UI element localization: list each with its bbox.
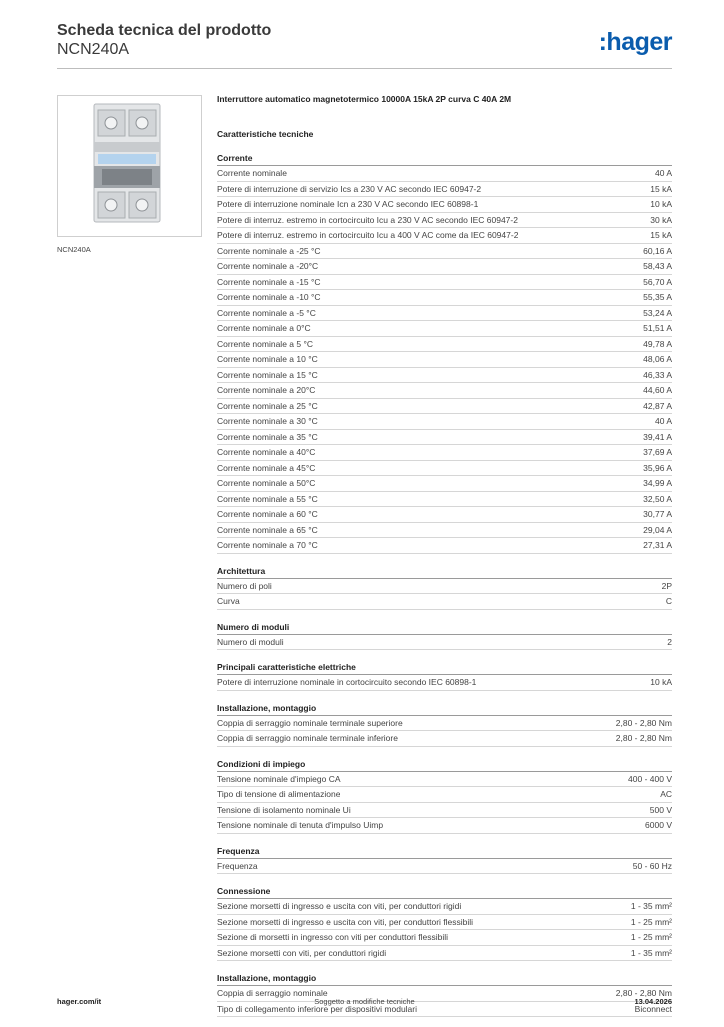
- spec-label: Frequenza: [217, 860, 258, 871]
- spec-label: Corrente nominale a 60 °C: [217, 509, 318, 519]
- spec-content: [217, 92, 672, 1027]
- spec-value: 10 kA: [650, 199, 672, 209]
- spec-row: [217, 321, 672, 337]
- spec-value: 35,96 A: [643, 462, 672, 473]
- spec-label: Potere di interruzione di servizio Ics a 230 V AC secondo IEC 60947-2: [217, 183, 482, 194]
- spec-section: [217, 884, 672, 961]
- spec-value: 10 kA: [650, 677, 672, 687]
- spec-row: [217, 461, 672, 477]
- spec-label: Sezione morsetti di ingresso e uscita con viti, per conduttori flessibili: [217, 916, 474, 927]
- spec-label: Corrente nominale a 30 °C: [217, 416, 318, 426]
- spec-value: 39,41 A: [643, 431, 672, 442]
- spec-row: [217, 244, 672, 260]
- spec-label: Corrente nominale a 45°C: [217, 462, 316, 473]
- spec-label: Corrente nominale a 25 °C: [217, 400, 318, 411]
- spec-value: 60,16 A: [643, 245, 672, 256]
- section-title: Architettura: [217, 564, 672, 579]
- spec-section: [217, 564, 672, 610]
- spec-row: [217, 579, 672, 595]
- spec-section: [217, 757, 672, 834]
- spec-value: Biconnect: [634, 1003, 672, 1014]
- spec-value: 6000 V: [645, 820, 672, 830]
- spec-value: 500 V: [649, 804, 672, 815]
- section-title: Corrente: [217, 151, 672, 166]
- spec-value: 56,70 A: [643, 276, 672, 287]
- spec-label: Corrente nominale a -15 °C: [217, 276, 321, 287]
- spec-row: [217, 306, 672, 322]
- spec-value: 40 A: [654, 416, 672, 426]
- spec-row: [217, 383, 672, 399]
- spec-label: Corrente nominale a 0°C: [217, 323, 311, 333]
- spec-value: 48,06 A: [643, 354, 672, 364]
- spec-value: 49,78 A: [643, 338, 672, 349]
- spec-value: 53,24 A: [643, 307, 672, 318]
- spec-value: 15 kA: [650, 230, 672, 240]
- product-caption: NCN240A: [57, 245, 91, 254]
- spec-row: [217, 803, 672, 819]
- spec-row: [217, 675, 672, 691]
- spec-value: 44,60 A: [643, 385, 672, 395]
- spec-row: [217, 259, 672, 275]
- spec-label: Corrente nominale a -5 °C: [217, 307, 316, 318]
- spec-label: Sezione di morsetti in ingresso con viti per conduttori flessibili: [217, 932, 449, 942]
- spec-row: [217, 275, 672, 291]
- spec-value: 1 - 35 mm²: [630, 901, 672, 911]
- spec-label: Corrente nominale a 35 °C: [217, 431, 318, 442]
- spec-sections: [217, 151, 672, 1017]
- spec-row: [217, 538, 672, 554]
- spec-label: Tipo di collegamento inferiore per dispositivi modulari: [217, 1003, 418, 1014]
- spec-row: [217, 197, 672, 213]
- spec-row: [217, 430, 672, 446]
- spec-label: Tensione nominale d'impiego CA: [217, 773, 341, 784]
- section-title: Connessione: [217, 884, 672, 899]
- section-title: Numero di moduli: [217, 620, 672, 635]
- spec-label: Corrente nominale a 65 °C: [217, 524, 318, 535]
- spec-row: [217, 859, 672, 875]
- spec-row: [217, 946, 672, 962]
- circuit-breaker-icon: [58, 96, 201, 236]
- spec-row: [217, 414, 672, 430]
- spec-row: [217, 818, 672, 834]
- product-description: Interruttore automatico magnetotermico 10000A 15kA 2P curva C 40A 2M: [217, 94, 512, 104]
- product-image: [57, 95, 202, 237]
- section-title: Installazione, montaggio: [217, 701, 672, 716]
- spec-row: [217, 182, 672, 198]
- spec-row: [217, 352, 672, 368]
- spec-section: [217, 971, 672, 1017]
- spec-row: [217, 716, 672, 732]
- technical-characteristics-heading: Caratteristiche tecniche: [217, 129, 314, 139]
- spec-label: Corrente nominale a -20°C: [217, 261, 319, 271]
- spec-row: [217, 930, 672, 946]
- spec-label: Corrente nominale a 5 °C: [217, 338, 314, 349]
- spec-label: Potere di interruz. estremo in cortocircuito Icu a 400 V AC come da IEC 60947-2: [217, 230, 519, 240]
- spec-value: 32,50 A: [643, 493, 672, 504]
- spec-label: Corrente nominale a 20°C: [217, 385, 316, 395]
- spec-row: [217, 594, 672, 610]
- spec-label: Coppia di serraggio nominale terminale inferiore: [217, 733, 398, 743]
- spec-row: [217, 523, 672, 539]
- spec-value: 37,69 A: [643, 447, 672, 457]
- spec-label: Potere di interruzione nominale in cortocircuito secondo IEC 60898-1: [217, 677, 477, 687]
- page-header: [57, 20, 672, 68]
- page-title: Scheda tecnica del prodotto: [57, 22, 272, 39]
- spec-label: Corrente nominale a 70 °C: [217, 540, 318, 550]
- spec-row: [217, 445, 672, 461]
- spec-row: [217, 635, 672, 651]
- spec-section: [217, 151, 672, 554]
- spec-section: [217, 844, 672, 875]
- spec-label: Numero di moduli: [217, 636, 284, 647]
- spec-label: Corrente nominale a 50°C: [217, 478, 316, 488]
- spec-label: Corrente nominale a 40°C: [217, 447, 316, 457]
- spec-value: 2P: [661, 580, 672, 591]
- spec-label: Curva: [217, 596, 240, 606]
- spec-value: 2,80 - 2,80 Nm: [615, 717, 672, 728]
- spec-value: C: [665, 596, 672, 606]
- spec-row: [217, 399, 672, 415]
- spec-value: 15 kA: [650, 183, 672, 194]
- spec-value: 2,80 - 2,80 Nm: [615, 733, 672, 743]
- spec-label: Corrente nominale a 15 °C: [217, 369, 318, 380]
- product-code: NCN240A: [57, 41, 130, 58]
- spec-label: Corrente nominale a -10 °C: [217, 292, 321, 302]
- spec-row: [217, 492, 672, 508]
- spec-label: Tensione di isolamento nominale Ui: [217, 804, 351, 815]
- spec-value: 400 - 400 V: [628, 773, 672, 784]
- spec-row: [217, 899, 672, 915]
- spec-label: Numero di poli: [217, 580, 272, 591]
- spec-label: Coppia di serraggio nominale terminale superiore: [217, 717, 403, 728]
- spec-value: 51,51 A: [643, 323, 672, 333]
- spec-value: 42,87 A: [643, 400, 672, 411]
- footer-date: 13.04.2026: [634, 997, 672, 1006]
- spec-value: 50 - 60 Hz: [632, 860, 672, 871]
- spec-row: [217, 787, 672, 803]
- spec-label: Potere di interruz. estremo in cortocircuito Icu a 230 V AC secondo IEC 60947-2: [217, 214, 518, 225]
- header-divider: [57, 68, 672, 69]
- spec-value: 29,04 A: [643, 524, 672, 535]
- spec-label: Sezione morsetti con viti, per conduttori rigidi: [217, 947, 387, 958]
- spec-row: [217, 337, 672, 353]
- spec-label: Tipo di tensione di alimentazione: [217, 789, 341, 799]
- spec-row: [217, 507, 672, 523]
- spec-label: Sezione morsetti di ingresso e uscita con viti, per conduttori rigidi: [217, 901, 462, 911]
- spec-section: [217, 620, 672, 651]
- spec-value: 40 A: [654, 168, 672, 178]
- footer-disclaimer: Soggetto a modifiche tecniche: [314, 997, 415, 1006]
- spec-value: 27,31 A: [643, 540, 672, 550]
- spec-value: 1 - 35 mm²: [630, 947, 672, 958]
- spec-value: 46,33 A: [643, 369, 672, 380]
- spec-label: Potere di interruzione nominale Icn a 230 V AC secondo IEC 60898-1: [217, 199, 479, 209]
- spec-value: 2: [667, 636, 672, 647]
- section-title: Condizioni di impiego: [217, 757, 672, 772]
- spec-row: [217, 476, 672, 492]
- spec-row: [217, 166, 672, 182]
- section-title: Installazione, montaggio: [217, 971, 672, 986]
- spec-label: Corrente nominale a -25 °C: [217, 245, 321, 256]
- spec-value: 30 kA: [650, 214, 672, 225]
- spec-value: 1 - 25 mm²: [630, 916, 672, 927]
- spec-label: Corrente nominale a 55 °C: [217, 493, 318, 504]
- spec-value: 2,80 - 2,80 Nm: [615, 988, 672, 998]
- spec-section: [217, 660, 672, 691]
- spec-label: Corrente nominale: [217, 168, 287, 178]
- spec-label: Tensione nominale di tenuta d'impulso Uimp: [217, 820, 384, 830]
- spec-row: [217, 915, 672, 931]
- spec-value: AC: [660, 789, 672, 799]
- spec-row: [217, 368, 672, 384]
- spec-row: [217, 731, 672, 747]
- spec-label: Corrente nominale a 10 °C: [217, 354, 318, 364]
- spec-row: [217, 213, 672, 229]
- spec-row: [217, 290, 672, 306]
- spec-value: 34,99 A: [643, 478, 672, 488]
- hager-logo: :hager: [598, 28, 672, 56]
- spec-value: 55,35 A: [643, 292, 672, 302]
- spec-value: 30,77 A: [643, 509, 672, 519]
- spec-value: 1 - 25 mm²: [630, 932, 672, 942]
- spec-row: [217, 772, 672, 788]
- section-title: Frequenza: [217, 844, 672, 859]
- spec-label: Coppia di serraggio nominale: [217, 988, 328, 998]
- footer-website: hager.com/it: [57, 997, 102, 1006]
- spec-row: [217, 228, 672, 244]
- spec-section: [217, 701, 672, 747]
- spec-value: 58,43 A: [643, 261, 672, 271]
- section-title: Principali caratteristiche elettriche: [217, 660, 672, 675]
